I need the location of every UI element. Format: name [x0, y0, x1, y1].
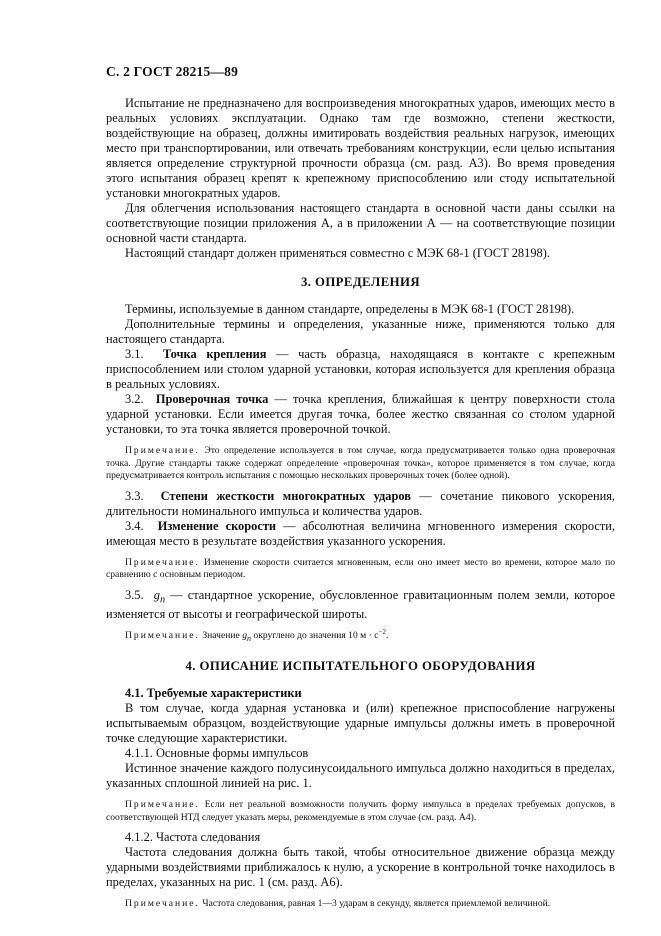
symbol-gn: $g_n$: [153, 587, 166, 605]
term-attachment-point: Точка крепления: [162, 347, 267, 361]
term-check-point: Проверочная точка: [155, 392, 269, 406]
subsection-4-1-2-title: 4.1.2. Частота следования: [125, 830, 261, 845]
intro-paragraph-1: Испытание не предназначено для воспроизведения многократных ударов, имеющих место в реальных условиях эксплуатации. Однако там где возможно, степени жесткости, воздействующие на образец, должны имитировать воздействия реальных нагрузок, имеющих место при транспортировании, или отвечать требованиям конструкции, если целью испытания является определение структурной прочности образца (см. разд. А3). Во время проведения этого испытания образец крепят к крепежному приспособлению или стоду испытательной установки многократных ударов.: [106, 96, 615, 200]
definition-3-4: 3.4. Изменение скорости — абсолютная величина мгновенного измерения скорости, имеющая место в результате воздействия указанного ускорения.: [106, 518, 615, 548]
intro-paragraph-3: Настоящий стандарт должен применяться совместно с МЭК 68-1 (ГОСТ 28198).: [125, 246, 550, 260]
subsection-4-1-2-text: Частота следования должна быть такой, чтобы относительное движение образца между ударными воздействиями приближалось к нулю, а ускорение в контрольной точке находилось в пределах, указанных на рис. 1 (см. разд. А6).: [106, 845, 615, 890]
term-velocity-change: Изменение скорости: [157, 518, 277, 533]
definition-3-2: 3.2. Проверочная точка — точка крепления, ближайшая к центру поверхности стола ударной установки. Если имеется другая точка, более жестко связанная со столом ударной установки, то эта точка является проверочной точкой.: [106, 392, 615, 436]
note-3: Примечание. Значение $g_n$ округлено до значения 10 $м \cdot с^{-2}$.: [125, 627, 389, 643]
note-4: Примечание. Если нет реальной возможности получить форму импульса в пределах требуемых допусков, в соответствующей НТД следует указать меры, рекомендуемые в этом случае (см. разд. А4).: [106, 799, 615, 823]
section-3-heading: 3. ОПРЕДЕЛЕНИЯ: [300, 275, 421, 289]
document-body: [106, 96, 615, 917]
subsection-4-1-title: 4.1. Требуемые характеристики: [125, 686, 302, 701]
section-3-intro-1: Термины, используемые в данном стандарте, определены в МЭК 68-1 (ГОСТ 28198).: [125, 302, 575, 316]
subsection-4-1-1-title: 4.1.1. Основные формы импульсов: [125, 746, 309, 761]
subsection-4-1-1-text: Истинное значение каждого полусинусоидального импульса должно находиться в пределах, указанных сплошной линией на рис. 1.: [106, 761, 615, 791]
intro-paragraph-2: Для облегчения использования настоящего стандарта в основной части даны ссылки на соответствующие позиции приложения А, а в приложении А — на соответствующие позиции основной части стандарта.: [106, 201, 615, 245]
page-header: С. 2 ГОСТ 28215—89: [106, 64, 239, 79]
definition-3-3: 3.3. Степени жесткости многократных ударов — сочетание пикового ускорения, длительности номинального импульса и количества ударов.: [106, 488, 616, 518]
note-1: Примечание. Это определение используется в том случае, когда предусматривается только одна проверочная точка. Другие стандарты также содержат определение «проверочная точка», которое применяется в том случае, когда предусматривается контроль испытания с помощью нескольких проверочных точек (более одной).: [106, 445, 615, 481]
subsection-4-1-text: В том случае, когда ударная установка и (или) крепежное приспособление нагружены испытываемым образцом, воздействующие ударные импульсы должны иметь в проверочной точке следующие характеристики.: [106, 701, 615, 746]
note-2: Примечание. Изменение скорости считается мгновенным, если оно имеет место во времени, которое мало по сравнению с основным периодом.: [106, 556, 615, 580]
note-5: Примечание. Частота следования, равная 1—3 ударам в секунду, является приемлемой величиной.: [125, 898, 551, 910]
section-4-heading: 4. ОПИСАНИЕ ИСПЫТАТЕЛЬНОГО ОБОРУДОВАНИЯ: [185, 659, 536, 674]
definition-3-5: 3.5. $g_n$ — стандартное ускорение, обусловленное гравитационным полем земли, которое изменяется от высоты и географической широты.: [106, 587, 615, 621]
section-3-intro-2: Дополнительные термины и определения, указанные ниже, применяются только для настоящего стандарта.: [106, 317, 615, 346]
term-severity: Степени жесткости многократных ударов: [160, 488, 411, 503]
definition-3-1: 3.1. Точка крепления — часть образца, находящаяся в контакте с крепежным приспособлением или столом ударной установки, которая используется для крепления образца в реальных условиях.: [106, 347, 615, 391]
